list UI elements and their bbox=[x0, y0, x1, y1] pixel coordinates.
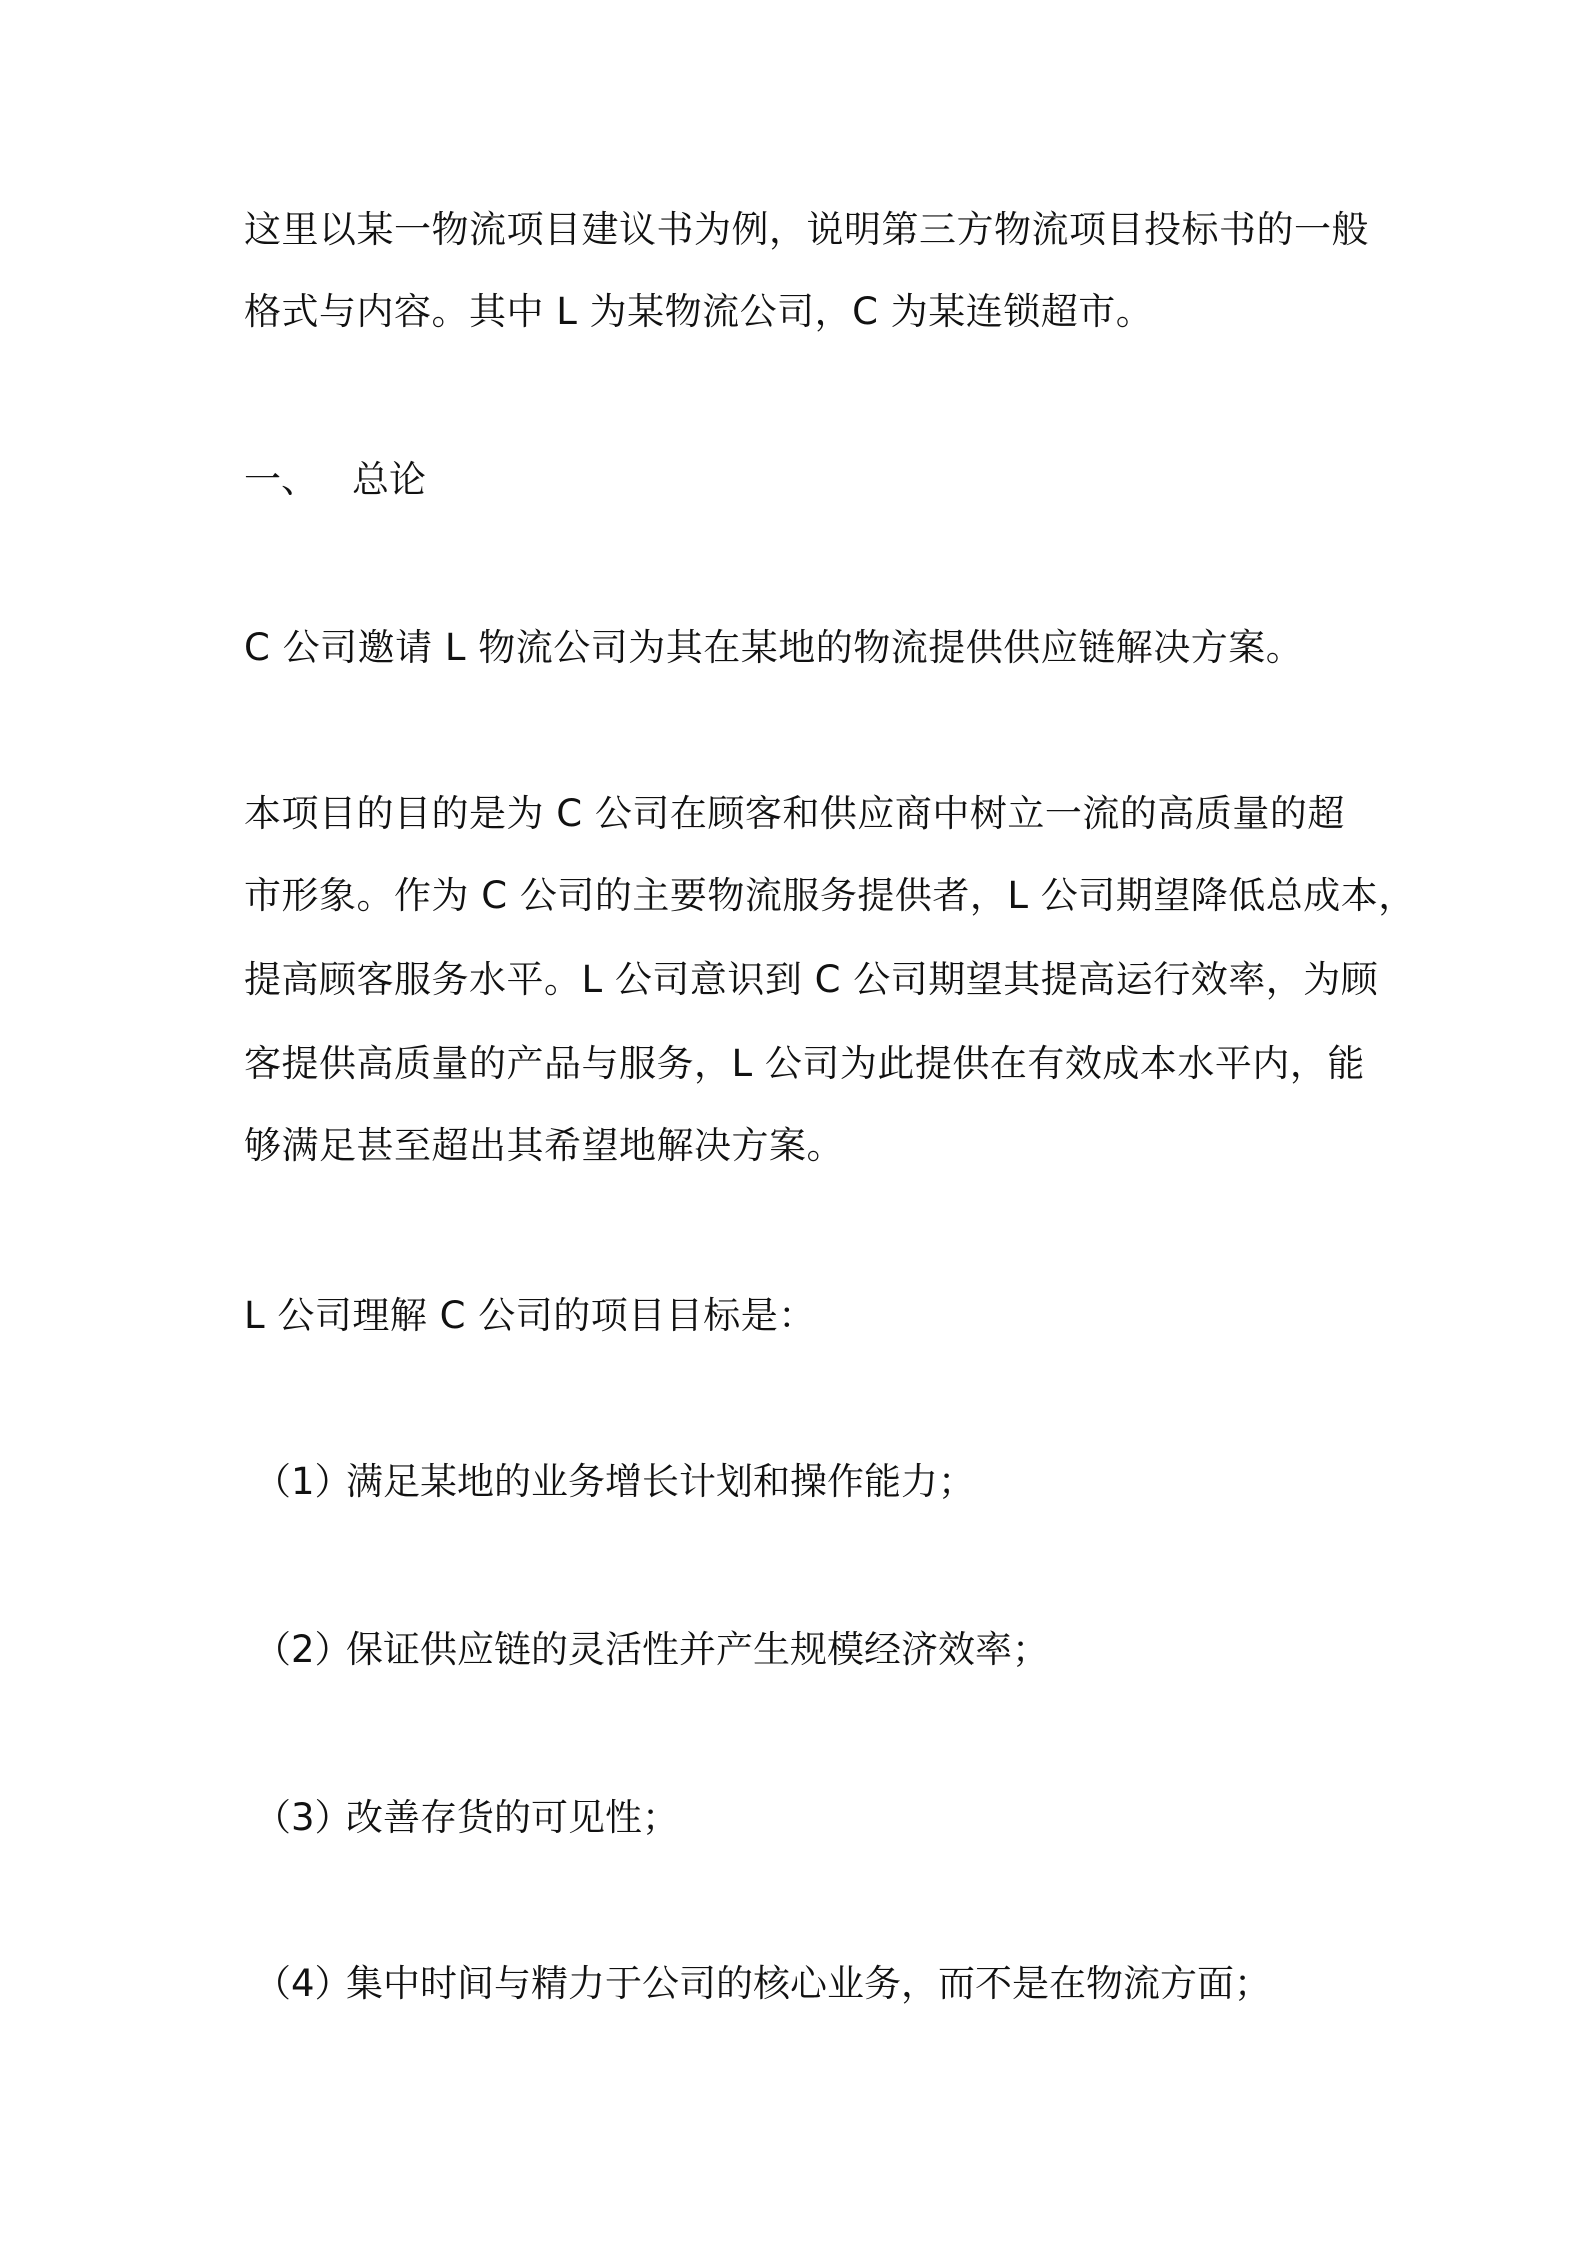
goal-text: 保证供应链的灵活性并产生规模经济效率； bbox=[346, 1628, 1049, 1671]
para2-line-3: 提高顾客服务水平。L 公司意识到 C 公司期望其提高运行效率，为顾 bbox=[244, 958, 1379, 1001]
goal-marker: （3） bbox=[254, 1796, 352, 1839]
goal-item-1 bbox=[254, 1460, 975, 1504]
goal-item-4 bbox=[254, 1962, 1271, 2006]
intro-line-1: 这里以某一物流项目建议书为例，说明第三方物流项目投标书的一般 bbox=[244, 208, 1369, 251]
section-number: 一、 bbox=[244, 458, 318, 501]
goal-text: 满足某地的业务增长计划和操作能力； bbox=[346, 1460, 975, 1503]
goal-text: 集中时间与精力于公司的核心业务，而不是在物流方面； bbox=[346, 1962, 1271, 2005]
goal-marker: （1） bbox=[254, 1460, 352, 1503]
para2-line-1: 本项目的目的是为 C 公司在顾客和供应商中树立一流的高质量的超 bbox=[244, 792, 1345, 835]
section-title: 总论 bbox=[352, 458, 426, 501]
section-heading bbox=[244, 458, 426, 502]
goal-text: 改善存货的可见性； bbox=[346, 1796, 679, 1839]
goal-item-2 bbox=[254, 1628, 1049, 1672]
intro-line-2: 格式与内容。其中 L 为某物流公司，C 为某连锁超市。 bbox=[244, 290, 1154, 333]
goal-marker: （4） bbox=[254, 1962, 352, 2005]
para3-line-1: L 公司理解 C 公司的项目目标是： bbox=[244, 1294, 816, 1337]
para2-line-2: 市形象。作为 C 公司的主要物流服务提供者，L 公司期望降低总成本， bbox=[244, 874, 1416, 917]
para1-line-1: C 公司邀请 L 物流公司为其在某地的物流提供供应链解决方案。 bbox=[244, 626, 1304, 669]
goal-marker: （2） bbox=[254, 1628, 352, 1671]
para2-line-5: 够满足甚至超出其希望地解决方案。 bbox=[244, 1124, 844, 1167]
para2-line-4: 客提供高质量的产品与服务，L 公司为此提供在有效成本水平内，能 bbox=[244, 1042, 1365, 1085]
goal-item-3 bbox=[254, 1796, 679, 1840]
